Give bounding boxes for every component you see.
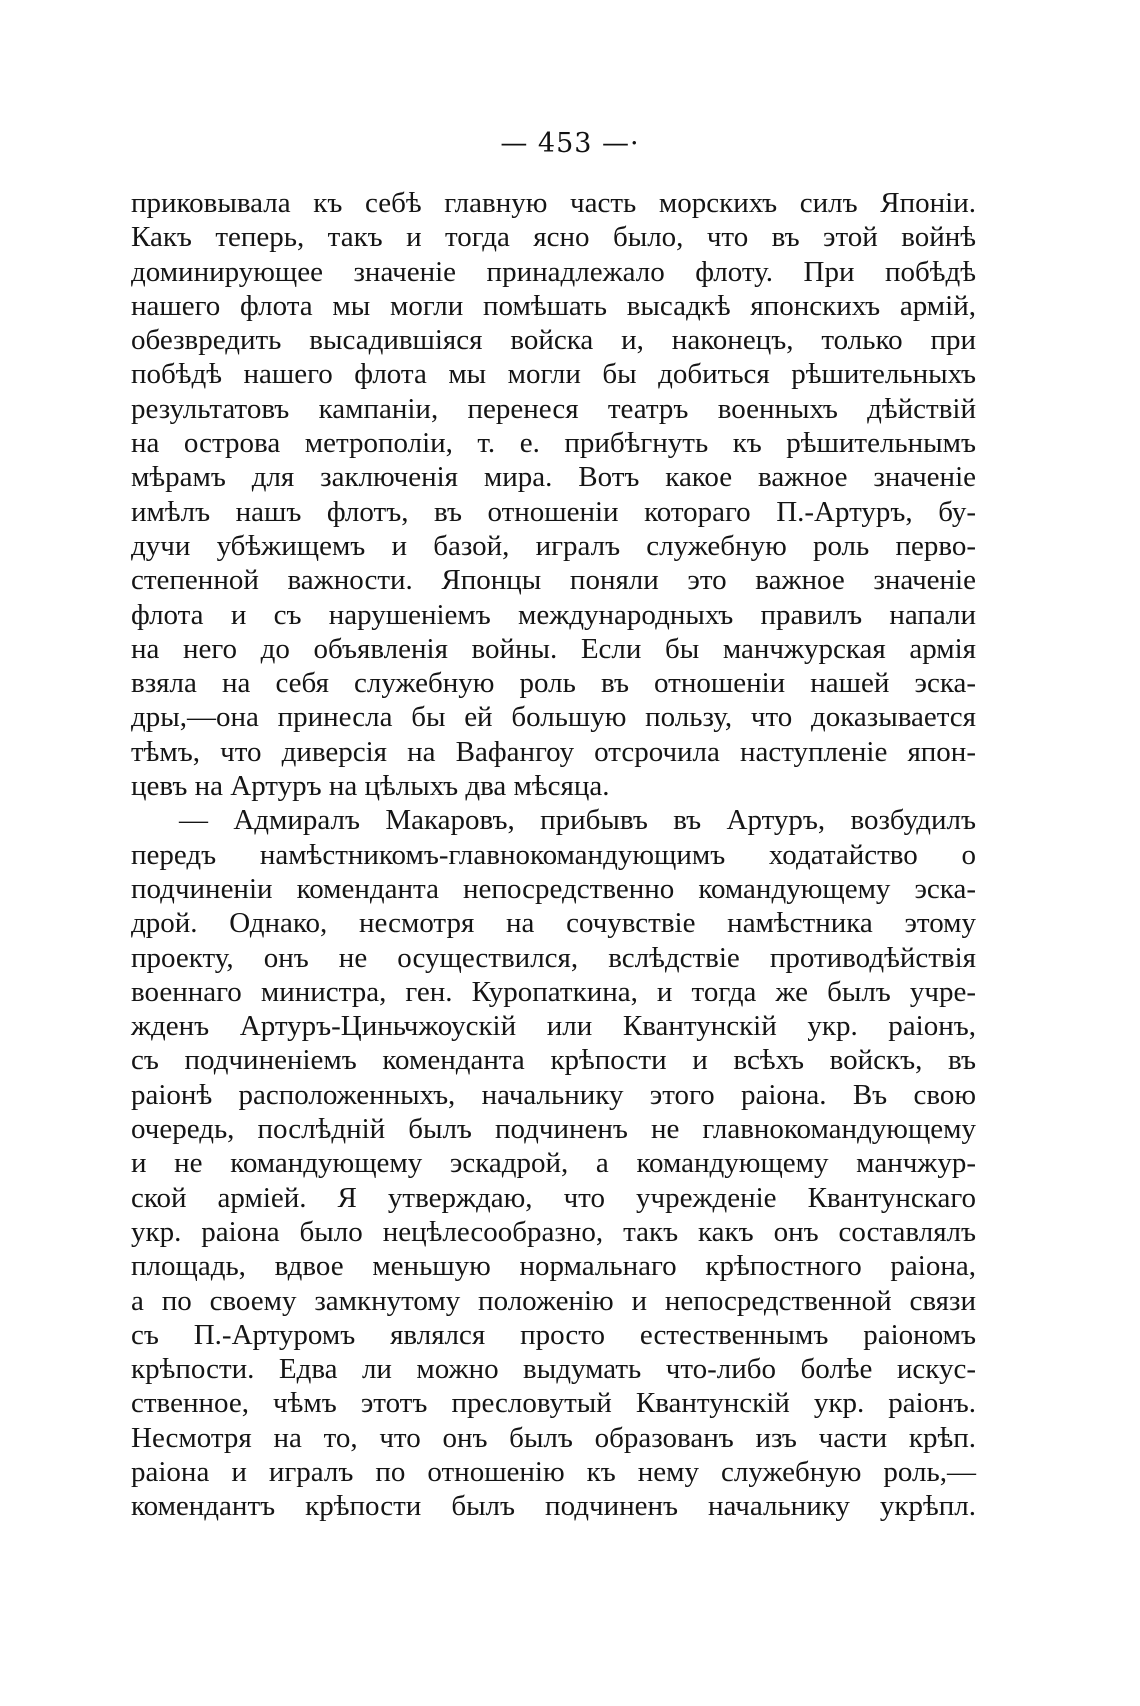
text-line: ственное, чѣмъ этотъ пресловутый Квантунскій укр. раіонъ. <box>131 1387 976 1420</box>
text-line: укр. раіона было нецѣлесообразно, такъ какъ онъ составлялъ <box>131 1215 976 1248</box>
text-line: а по своему замкнутому положенію и непосредственной связи <box>131 1284 976 1317</box>
text-line: нашего флота мы могли помѣшать высадкѣ японскихъ армій, <box>131 289 976 322</box>
text-line: приковывала къ себѣ главную часть морскихъ силъ Японіи. <box>131 187 976 219</box>
text-line: проекту, онъ не осуществился, вслѣдствіе противодѣйствія <box>131 941 976 974</box>
text-line: раіонѣ расположенныхъ, начальнику этого раіона. Въ свою <box>131 1078 976 1111</box>
text-line: флота и съ нарушеніемъ международныхъ правилъ напали <box>131 598 976 631</box>
text-line: Какъ теперь, такъ и тогда ясно было, что въ этой войнѣ <box>131 221 976 254</box>
text-line: мѣрамъ для заключенія мира. Вотъ какое важное значеніе <box>131 461 976 494</box>
text-line: дучи убѣжищемъ и базой, игралъ служебную роль перво- <box>131 529 976 562</box>
text-line: побѣдѣ нашего флота мы могли бы добиться рѣшительныхъ <box>131 358 976 391</box>
text-line: подчиненіи коменданта непосредственно командующему эска- <box>131 872 976 905</box>
text-line: крѣпости. Едва ли можно выдумать что-либо болѣе искус- <box>131 1353 976 1386</box>
body-text <box>131 186 976 1524</box>
text-line: — Адмиралъ Макаровъ, прибывъ въ Артуръ, возбудилъ <box>179 804 976 837</box>
text-line: тѣмъ, что диверсія на Вафангоу отсрочила наступленіе япон- <box>131 735 976 768</box>
text-line: на острова метрополіи, т. е. прибѣгнуть къ рѣшительнымъ <box>131 427 976 460</box>
text-line: цевъ на Артуръ на цѣлыхъ два мѣсяца. <box>131 770 610 803</box>
text-line: дры,—она принесла бы ей большую пользу, что доказывается <box>131 701 976 734</box>
text-line: комендантъ крѣпости былъ подчиненъ начальнику укрѣпл. <box>131 1490 976 1523</box>
text-line: дрой. Однако, несмотря на сочувствіе намѣстника этому <box>131 907 976 940</box>
text-line: на него до объявленія войны. Если бы манчжурская армія <box>131 632 976 665</box>
text-line: Несмотря на то, что онъ былъ образованъ изъ части крѣп. <box>131 1421 976 1454</box>
page-number: — 453 —· <box>500 128 640 159</box>
text-line: съ подчиненіемъ коменданта крѣпости и всѣхъ войскъ, въ <box>131 1044 976 1077</box>
text-line: и не командующему эскадрой, а командующему манчжур- <box>131 1147 976 1180</box>
text-line: имѣлъ нашъ флотъ, въ отношеніи котораго П.-Артуръ, бу- <box>131 495 976 528</box>
text-line: взяла на себя служебную роль въ отношеніи нашей эска- <box>131 667 976 700</box>
paragraph-1 <box>131 186 976 803</box>
text-line: степенной важности. Японцы поняли это важное значеніе <box>131 564 976 597</box>
text-line: доминирующее значеніе принадлежало флоту. При побѣдѣ <box>131 255 976 288</box>
text-line: результатовъ кампаніи, перенеся театръ военныхъ дѣйствій <box>131 392 976 425</box>
text-line: передъ намѣстникомъ-главнокомандующимъ ходатайство о <box>131 838 976 871</box>
text-line: раіона и игралъ по отношенію къ нему служебную роль,— <box>131 1455 976 1488</box>
text-line: съ П.-Артуромъ являлся просто естественнымъ раіономъ <box>131 1318 976 1351</box>
paragraph-2 <box>131 803 976 1523</box>
text-line: военнаго министра, ген. Куропаткина, и тогда же былъ учре- <box>131 975 976 1008</box>
text-line: площадь, вдвое меньшую нормальнаго крѣпостного раіона, <box>131 1250 976 1283</box>
text-line: ской арміей. Я утверждаю, что учрежденіе Квантунскаго <box>131 1181 976 1214</box>
text-line: жденъ Артуръ-Циньчжоускій или Квантунскій укр. раіонъ, <box>131 1010 976 1043</box>
text-line: очередь, послѣдній былъ подчиненъ не главнокомандующему <box>131 1113 976 1146</box>
text-line: обезвредить высадившіяся войска и, наконецъ, только при <box>131 324 976 357</box>
